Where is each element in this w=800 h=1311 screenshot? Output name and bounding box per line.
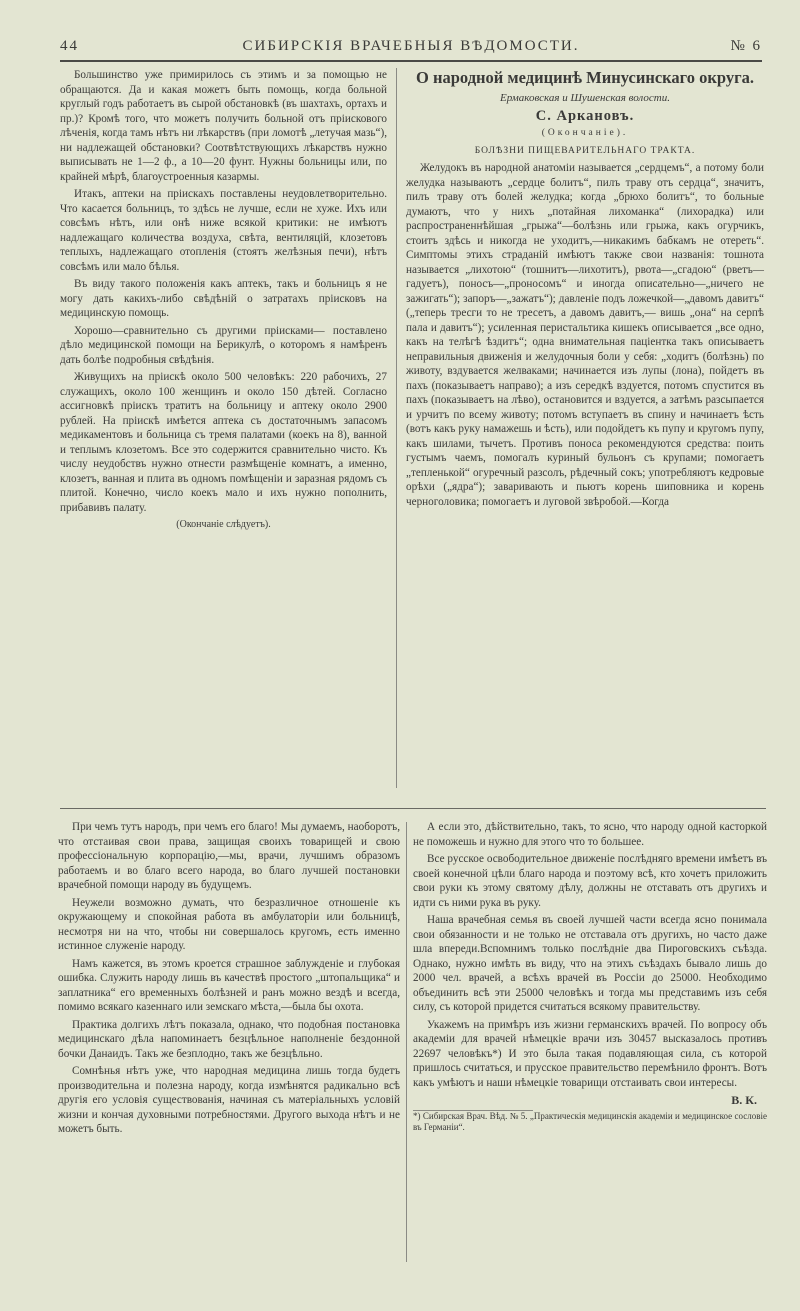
column-divider [406, 822, 407, 1262]
paragraph: Въ виду такого положенія какъ аптекъ, такъ и больницъ я не могу дать какихъ-либо свѣдѣній о затратахъ пріисковъ на медицинскую помощь. [60, 278, 387, 319]
page-header [60, 36, 762, 62]
paragraph: Итакъ, аптеки на пріискахъ поставлены неудовлетворительно. Что касается больницъ, то здѣсь не лучше, если не хуже. Ихъ или совсѣмъ нѣтъ, или онѣ ниже всякой критики: не имѣютъ надлежащаго количества воздуха, свѣта, вентиляцій, клозетовъ теплыхъ, надлежащаго отопленія (стоятъ желѣзныя печи), нѣтъ совсѣмъ или мало бѣлья. [60, 188, 387, 273]
bottom-left-column [58, 820, 400, 1140]
section-divider [60, 808, 766, 809]
bottom-right-column [413, 820, 767, 1136]
paragraph: Неужели возможно думать, что безразличное отношеніе къ окружающему и спокойная работа въ амбулаторіи или больницѣ, несмотря ни на что, чтобы ни совершалось кругомъ, есть именно истинное служеніе народу. [58, 896, 400, 952]
column-divider [396, 68, 397, 788]
ending-note: (Окончаніе). [541, 128, 629, 138]
right-column [406, 68, 764, 512]
paragraph: Все русское освободительное движеніе послѣдняго времени имѣетъ въ своей конечной цѣли благо народа и поэтому всѣ, кто хочетъ приложить свои руки къ этому святому дѣлу, должны не отставать отъ другихъ и идти съ ними рука въ руку. [413, 853, 767, 909]
paragraph: А если это, дѣйствительно, такъ, то ясно, что народу одной касторкой не поможешь и нужно для этого что то большее. [413, 821, 767, 848]
journal-title: СИБИРСКІЯ ВРАЧЕБНЫЯ ВѢДОМОСТИ. [242, 38, 580, 54]
paragraph: Наша врачебная семья въ своей лучшей части всегда ясно понимала свои обязанности и не только не отставала отъ другихъ, но часто даже шла впереди.Вспомнимъ только послѣдніе два Пироговскихъ съѣзда. Однако, нужно имѣть въ виду, что на этихъ съѣздахъ бывало лишь до 2000 чел. врачей, а всѣхъ врачей въ Россіи до 25000. Необходимо объединить всѣ эти 25000 человѣкъ и тогда мы представимъ изъ себя силу, съ которой придется считаться всякому правительству. [413, 914, 767, 1013]
paragraph: Желудокъ въ народной анатоміи называется „сердцемъ“, а потому боли желудка называютъ „сердце болитъ“, пилъ траву отъ сердца“, значитъ, пилъ траву отъ болей желудка; когда „брюхо болитъ“, то больные думаютъ, что у нихъ „потайная лихоманка“ (лихорадка) или распространеннѣйшая „грыжа“—болѣзнь или грыжа, какъ огурчикъ, стоитъ здѣсь и никогда не уходитъ,—никакимъ бабкамъ не отереть“. Симптомы этихъ страданій имѣютъ также свои названія: тошнота называется „лихотою“ (тошнитъ—лихотитъ), рвота—„сгадою“ (рветъ—гадуетъ), поносъ—„проносомъ“ и иногда описательно—„ничего не зажигать“); запоръ—„зажатъ“); давленіе подъ ложечкой—„давомъ давитъ“ („теперь тресги то не тресетъ, а давомъ давитъ,— вишь „она“ на серпѣ пала и давитъ“); усиленная перистальтика кишекъ описывается „все одно, какъ на телѣгѣ ѣздитъ“; одна внимательная паціентка такъ описываетъ неправильныя движенія и желудочныя боли у себя: „ходитъ (болѣзнь) по животу, вздувается желваками; начинается изъ лупы (лона), пойдетъ въ пахъ (показываетъ направо); а изъ середкѣ вздуется, потомъ спустится въ пахъ (показываетъ на лѣво), остановится и вздуется, а затѣмъ разсыпается и урчитъ по всему животу; потомъ вступаетъ въ спину и начинаетъ ѣсть (вотъ какъ руку намажешь и ѣсть), или подойдетъ къ пупу и кругомъ пупу, какъ шилами, тычетъ. Противъ поноса рекомендуются средства: поить густымъ чаемъ, помогалъ куриный бульонъ съ крупами; помогаетъ „тепленькой“ огуречный разсолъ, рѣдечный сокъ; употребляютъ кедровые орѣхи („ядра“); заваривають и пьютъ корень шиповника и корень черноголовика; помогаетъ и луговой звѣробой.—Когда [406, 162, 764, 508]
paragraph: Большинство уже примирилось съ этимъ и за помощью не обращаются. Да и какая можетъ быть помощь, когда больной круглый годъ работаетъ въ сырой обстановкѣ (въ шахтахъ, ортахъ и пр.)? Кромѣ того, что можетъ получить больной отъ пріискового лѣченія, когда тамъ нѣтъ ни лѣкарствъ (при ломотѣ „летучая мазь“), ни надлежащей обстановки? Соотвѣтствующихъ лѣкарствъ нужно выписывать не 1—2 ф., а 10—20 фунт. Нужны больницы или, по крайней мѣрѣ, благоустроенныя казармы. [60, 69, 387, 183]
paragraph: Укажемъ на примѣръ изъ жизни германскихъ врачей. По вопросу объ академіи для врачей нѣмецкіе врачи изъ 30457 высказалось противъ 22697 человѣкъ*) И это была такая подавляющая сила, съ которой пришлось считаться, и прусское правительство перемѣнило фронтъ. Вотъ какъ умѣютъ и наши нѣмецкіе товарищи отстаивать свои интересы. [413, 1018, 767, 1089]
article-author: С. Аркановъ. [535, 107, 635, 124]
page-number: 44 [60, 38, 79, 54]
left-column [60, 68, 387, 536]
footnote: *) Сибирская Врач. Вѣд. № 5. „Практическія медицинскія академіи и медицинское сословіе въ Германіи“. [413, 1110, 767, 1132]
continued-note: (Окончаніе слѣдуетъ). [176, 519, 271, 530]
article-title: О народной медицинѣ Минусинскаго округа. [416, 68, 754, 87]
signature: В. К. [731, 1093, 757, 1107]
paragraph: При чемъ тутъ народъ, при чемъ его благо! Мы думаемъ, наоборотъ, что отстаивая свои права, защищая своихъ товарищей и свою профессіональную корпорацію,—мы, врачи, лучшимъ образомъ работаемъ и во благо всего народа, во благо лучшей постановки врачебной помощи народу въ будущемъ. [58, 821, 400, 891]
paragraph: Живущихъ на пріискѣ около 500 человѣкъ: 220 рабочихъ, 27 служащихъ, около 100 женщинъ и около 150 дѣтей. Согласно ассигновкѣ пріискъ тратитъ на больницу и аптеку около 2900 рублей. На пріискѣ имѣется аптека съ достаточнымъ запасомъ медикаментовъ и больница съ тремя палатами (коекъ на 8), ванной и теплымъ клозетомъ. Все это содержится сравнительно чисто. Къ числу неудобствъ нужно отнести размѣщеніе комнатъ, а именно, клозетъ, ванная и плита въ одномъ помѣщеніи и заразная рядомъ съ плитой. Конечно, число коекъ мало и ихъ нужно пополнить, прибавивъ палату. [60, 371, 387, 514]
paragraph: Практика долгихъ лѣтъ показала, однако, что подобная постановка медицинскаго дѣла напоминаетъ безцѣльное наполненіе бездонной бочки Данаидъ. Такъ же безплодно, такъ же безцѣльно. [58, 1018, 400, 1060]
section-heading: БОЛѢЗНИ ПИЩЕВАРИТЕЛЬНАГО ТРАКТА. [474, 145, 696, 156]
paragraph: Сомнѣнья нѣтъ уже, что народная медицина лишь тогда будетъ производительна и полезна народу, когда измѣнятся радикально всѣ другія его условія существованія, начиная съ матеріальныхъ условій жизни и кончая духовными потребностями. Другого выхода нѣтъ и не можетъ быть. [58, 1065, 400, 1135]
article-subtitle: Ермаковская и Шушенская волости. [500, 92, 670, 104]
paragraph: Намъ кажется, въ этомъ кроется страшное заблужденіе и глубокая ошибка. Служить народу лишь въ качествѣ простого „штопальщика“ и заплатника“ его временныхъ болѣзней и ранъ можно вездѣ и всегда, помимо всякаго казеннаго или земскаго мѣста,—была бы охота. [58, 957, 400, 1013]
paragraph: Хорошо—сравнительно съ другими пріисками— поставлено дѣло медицинской помощи на Берикулѣ, о которомъ я намѣренъ дать болѣе подробныя свѣдѣнія. [60, 324, 387, 366]
issue-number: № 6 [730, 38, 762, 54]
